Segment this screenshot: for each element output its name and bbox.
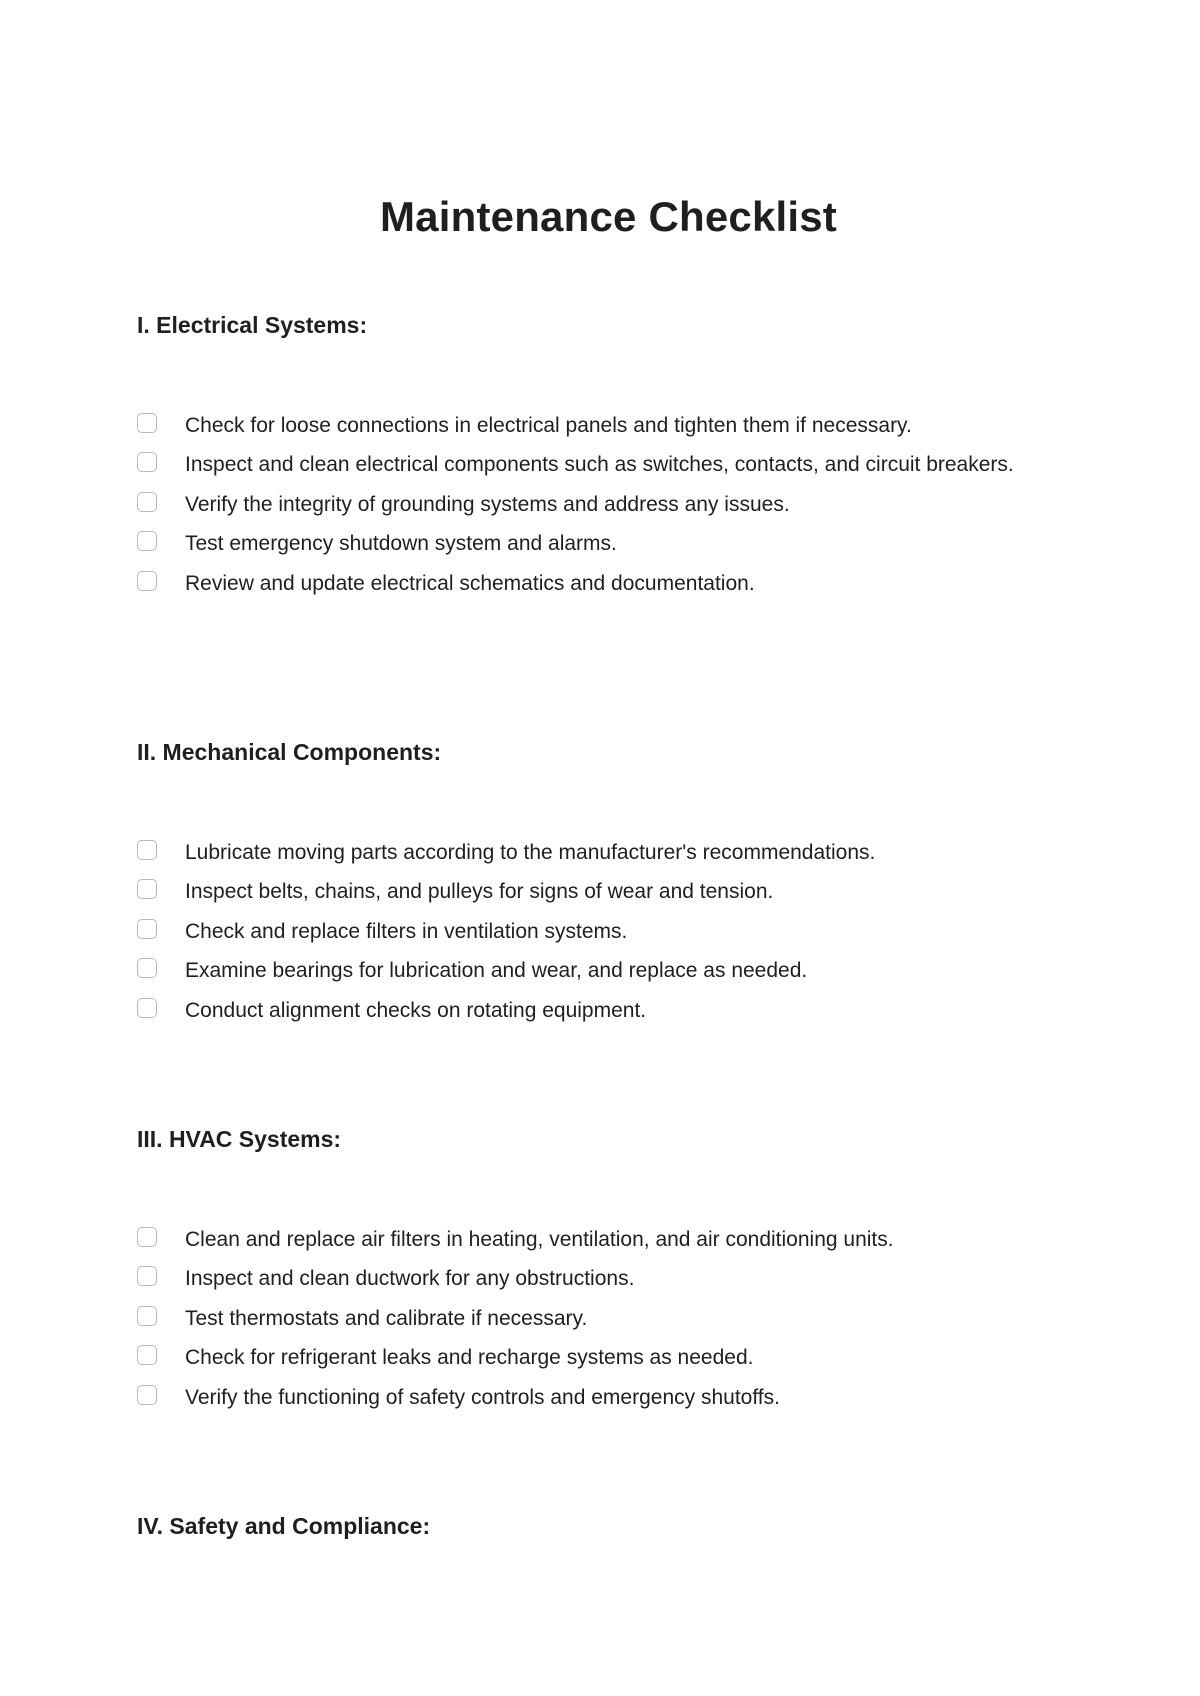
checklist-item bbox=[137, 524, 1067, 564]
checklist-item bbox=[137, 991, 1067, 1031]
checklist-item-text: Conduct alignment checks on rotating equipment. bbox=[185, 998, 647, 1022]
checkbox[interactable] bbox=[137, 1385, 157, 1405]
checkbox[interactable] bbox=[137, 413, 157, 433]
checklist-item-text: Verify the integrity of grounding systems and address any issues. bbox=[185, 492, 790, 516]
checklist-item-text: Check and replace filters in ventilation systems. bbox=[185, 919, 628, 943]
checklist-item-text: Clean and replace air filters in heating, ventilation, and air conditioning units. bbox=[185, 1227, 894, 1251]
checkbox[interactable] bbox=[137, 452, 157, 472]
checkbox[interactable] bbox=[137, 919, 157, 939]
checkbox[interactable] bbox=[137, 571, 157, 591]
checklist-item-text: Check for loose connections in electrical panels and tighten them if necessary. bbox=[185, 413, 912, 437]
checkbox[interactable] bbox=[137, 879, 157, 899]
checklist-item-text: Test thermostats and calibrate if necessary. bbox=[185, 1306, 588, 1330]
section-safety-and-compliance bbox=[137, 1513, 1067, 1541]
checklist-item-text: Test emergency shutdown system and alarms. bbox=[185, 532, 617, 556]
checkbox[interactable] bbox=[137, 998, 157, 1018]
section-heading: IV. Safety and Compliance: bbox=[137, 1513, 431, 1539]
checkbox[interactable] bbox=[137, 1306, 157, 1326]
checklist-item bbox=[137, 833, 1067, 873]
checkbox[interactable] bbox=[137, 531, 157, 551]
checklist-item-text: Check for refrigerant leaks and recharge systems as needed. bbox=[185, 1346, 754, 1370]
checklist-item bbox=[137, 1378, 1067, 1418]
checklist-item-text: Inspect and clean ductwork for any obstructions. bbox=[185, 1267, 635, 1291]
checkbox[interactable] bbox=[137, 1345, 157, 1365]
checklist bbox=[137, 833, 1067, 1031]
checkbox[interactable] bbox=[137, 1227, 157, 1247]
checklist bbox=[137, 1220, 1067, 1418]
checklist-item-text: Examine bearings for lubrication and wear, and replace as needed. bbox=[185, 959, 808, 983]
checklist-item bbox=[137, 912, 1067, 952]
checklist-item bbox=[137, 406, 1067, 446]
checklist-item bbox=[137, 1299, 1067, 1339]
checklist-item bbox=[137, 445, 1067, 485]
checklist-item-text: Lubricate moving parts according to the manufacturer's recommendations. bbox=[185, 840, 876, 864]
checklist-item bbox=[137, 1220, 1067, 1260]
checklist-item-text: Inspect belts, chains, and pulleys for signs of wear and tension. bbox=[185, 880, 774, 904]
checklist-item-text: Verify the functioning of safety controls and emergency shutoffs. bbox=[185, 1385, 780, 1409]
section-heading: III. HVAC Systems: bbox=[137, 1126, 342, 1152]
section-heading: II. Mechanical Components: bbox=[137, 739, 442, 765]
checklist-item bbox=[137, 1338, 1067, 1378]
section-electrical-systems bbox=[137, 312, 1067, 603]
checklist-item bbox=[137, 872, 1067, 912]
section-hvac-systems bbox=[137, 1126, 1067, 1417]
checklist bbox=[137, 406, 1067, 604]
checklist-item bbox=[137, 1259, 1067, 1299]
checklist-item bbox=[137, 485, 1067, 525]
checkbox[interactable] bbox=[137, 492, 157, 512]
page-title: Maintenance Checklist bbox=[379, 193, 837, 241]
checkbox[interactable] bbox=[137, 958, 157, 978]
checkbox[interactable] bbox=[137, 840, 157, 860]
section-mechanical-components bbox=[137, 739, 1067, 1030]
checklist-item-text: Review and update electrical schematics and documentation. bbox=[185, 571, 755, 595]
checklist-item-text: Inspect and clean electrical components such as switches, contacts, and circuit breakers. bbox=[185, 453, 1014, 477]
section-heading: I. Electrical Systems: bbox=[137, 312, 368, 338]
checkbox[interactable] bbox=[137, 1266, 157, 1286]
checklist-item bbox=[137, 564, 1067, 604]
checklist-item bbox=[137, 951, 1067, 991]
